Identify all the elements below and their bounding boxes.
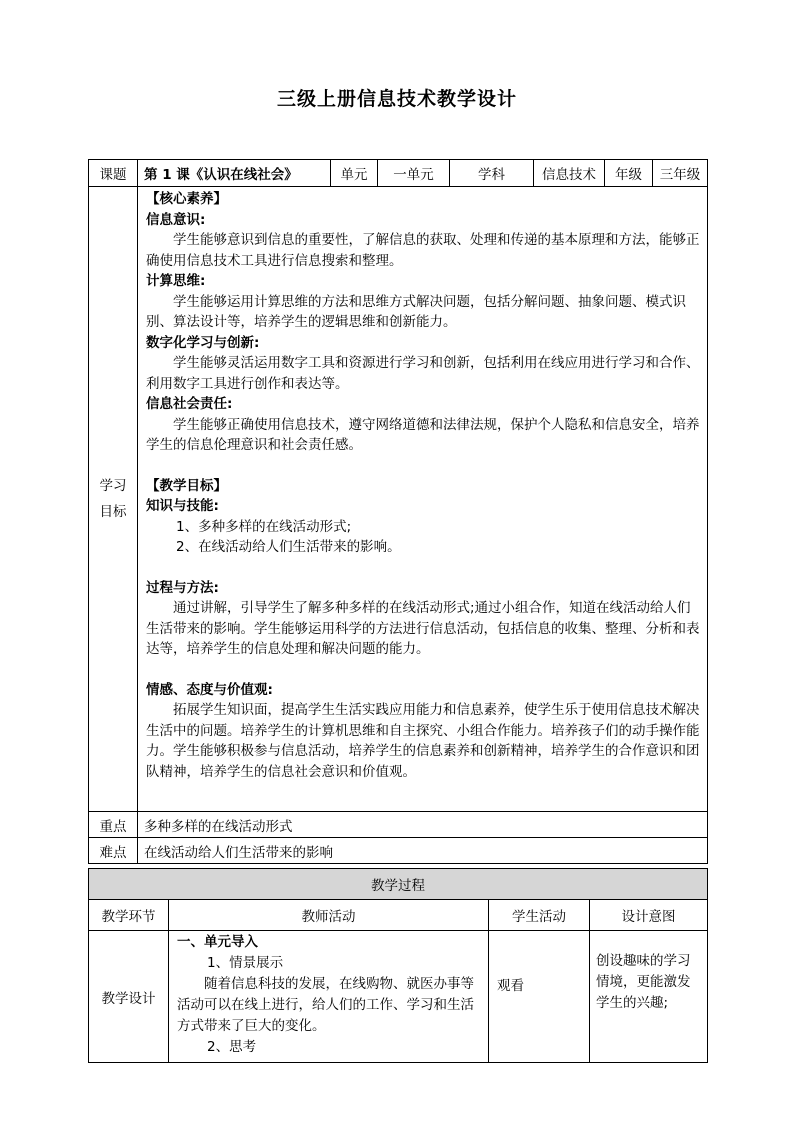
difficult-point-label: 难点: [89, 838, 138, 864]
teacher-title: 一、单元导入: [177, 934, 258, 950]
social-text: 学生能够正确使用信息技术，遵守网络道德和法律法规，保护个人隐私和信息安全，培养学生的信息伦理意识和社会责任感。: [146, 416, 700, 453]
digital-text: 学生能够灵活运用数字工具和资源进行学习和创新，包括利用在线应用进行学习和合作、利用数字工具进行创作和表达等。: [146, 355, 700, 392]
column-stage: 教学环节: [89, 900, 169, 931]
knowledge-title: 知识与技能:: [146, 498, 219, 514]
emotion-title: 情感、态度与价值观:: [146, 681, 273, 698]
process-text: 通过讲解，引导学生了解多种多样的在线活动形式;通过小组合作，知道在线活动给人们生活带来的影响。学生能够运用科学的方法进行信息活动，包括信息的收集、整理、分析和表达等，培养学生的信息处理和解决问题的能力。: [146, 600, 700, 657]
subject-label: 学科: [450, 160, 534, 187]
lesson-info-table: [88, 159, 708, 864]
subject-value: 信息技术: [534, 160, 605, 187]
knowledge-item: 2、在线活动给人们生活带来的影响。: [176, 539, 401, 555]
social-title: 信息社会责任:: [146, 396, 233, 412]
difficult-point-row: [89, 838, 708, 864]
teacher-sub2: 2、思考: [207, 1039, 257, 1055]
teacher-sub1: 1、情景展示: [207, 955, 284, 971]
intent-cell: 创设趣味的学习情境，更能激发学生的兴趣;: [590, 931, 708, 1063]
grade-label: 年级: [605, 160, 653, 187]
key-point-label: 重点: [89, 812, 138, 838]
column-student: 学生活动: [489, 900, 590, 931]
stage-cell: 教学设计: [89, 931, 169, 1063]
digital-title: 数字化学习与创新:: [146, 334, 260, 351]
key-point-value: 多种多样的在线活动形式: [138, 812, 708, 838]
process-row: [89, 931, 708, 1063]
difficult-point-value: 在线活动给人们生活带来的影响: [138, 838, 708, 864]
column-intent: 设计意图: [590, 900, 708, 931]
unit-label: 单元: [331, 160, 378, 187]
key-point-row: [89, 812, 708, 838]
info-awareness-title: 信息意识:: [146, 211, 206, 228]
process-heading: 教学过程: [89, 869, 708, 900]
objectives-row: [89, 187, 708, 812]
document-title: 三级上册信息技术教学设计: [276, 88, 517, 110]
teaching-heading: 【教学目标】: [146, 477, 227, 494]
emotion-text: 拓展学生知识面，提高学生生活实践应用能力和信息素养，使学生乐于使用信息技术解决生活中的问题。培养学生的计算机思维和自主探究、小组合作能力。培养孩子们的动手操作能力。学生能够积极参与信息活动，培养学生的信息素养和创新精神，培养学生的合作意识和团队精神，培养学生的信息社会意识和价值观。: [146, 702, 700, 780]
computational-title: 计算思维:: [146, 273, 206, 289]
teacher-activity-cell: [169, 931, 489, 1063]
process-title: 过程与方法:: [146, 579, 219, 596]
column-teacher: 教师活动: [169, 900, 489, 931]
process-heading-row: [89, 869, 708, 900]
student-activity-cell: 观看: [489, 931, 590, 1063]
process-columns-row: [89, 900, 708, 931]
lesson-value: 第 1 课《认识在线社会》: [138, 160, 331, 187]
knowledge-item: 1、多种多样的在线活动形式;: [176, 518, 352, 535]
objectives-content: [138, 187, 708, 812]
core-heading: 【核心素养】: [146, 191, 227, 207]
header-row: [89, 160, 708, 187]
unit-value: 一单元: [378, 160, 450, 187]
lesson-label: 课题: [89, 160, 138, 187]
objectives-label: 学习目标: [89, 187, 138, 812]
teacher-text: 随着信息科技的发展，在线购物、就医办事等活动可以在线上进行，给人们的工作、学习和生活方式带来了巨大的变化。: [177, 976, 474, 1034]
computational-text: 学生能够运用计算思维的方法和思维方式解决问题，包括分解问题、抽象问题、模式识别、算法设计等，培养学生的逻辑思维和创新能力。: [146, 293, 686, 330]
grade-value: 三年级: [653, 160, 708, 187]
info-awareness-text: 学生能够意识到信息的重要性，了解信息的获取、处理和传递的基本原理和方法，能够正确使用信息技术工具进行信息搜索和整理。: [146, 232, 700, 269]
teaching-process-table: [88, 868, 708, 1063]
